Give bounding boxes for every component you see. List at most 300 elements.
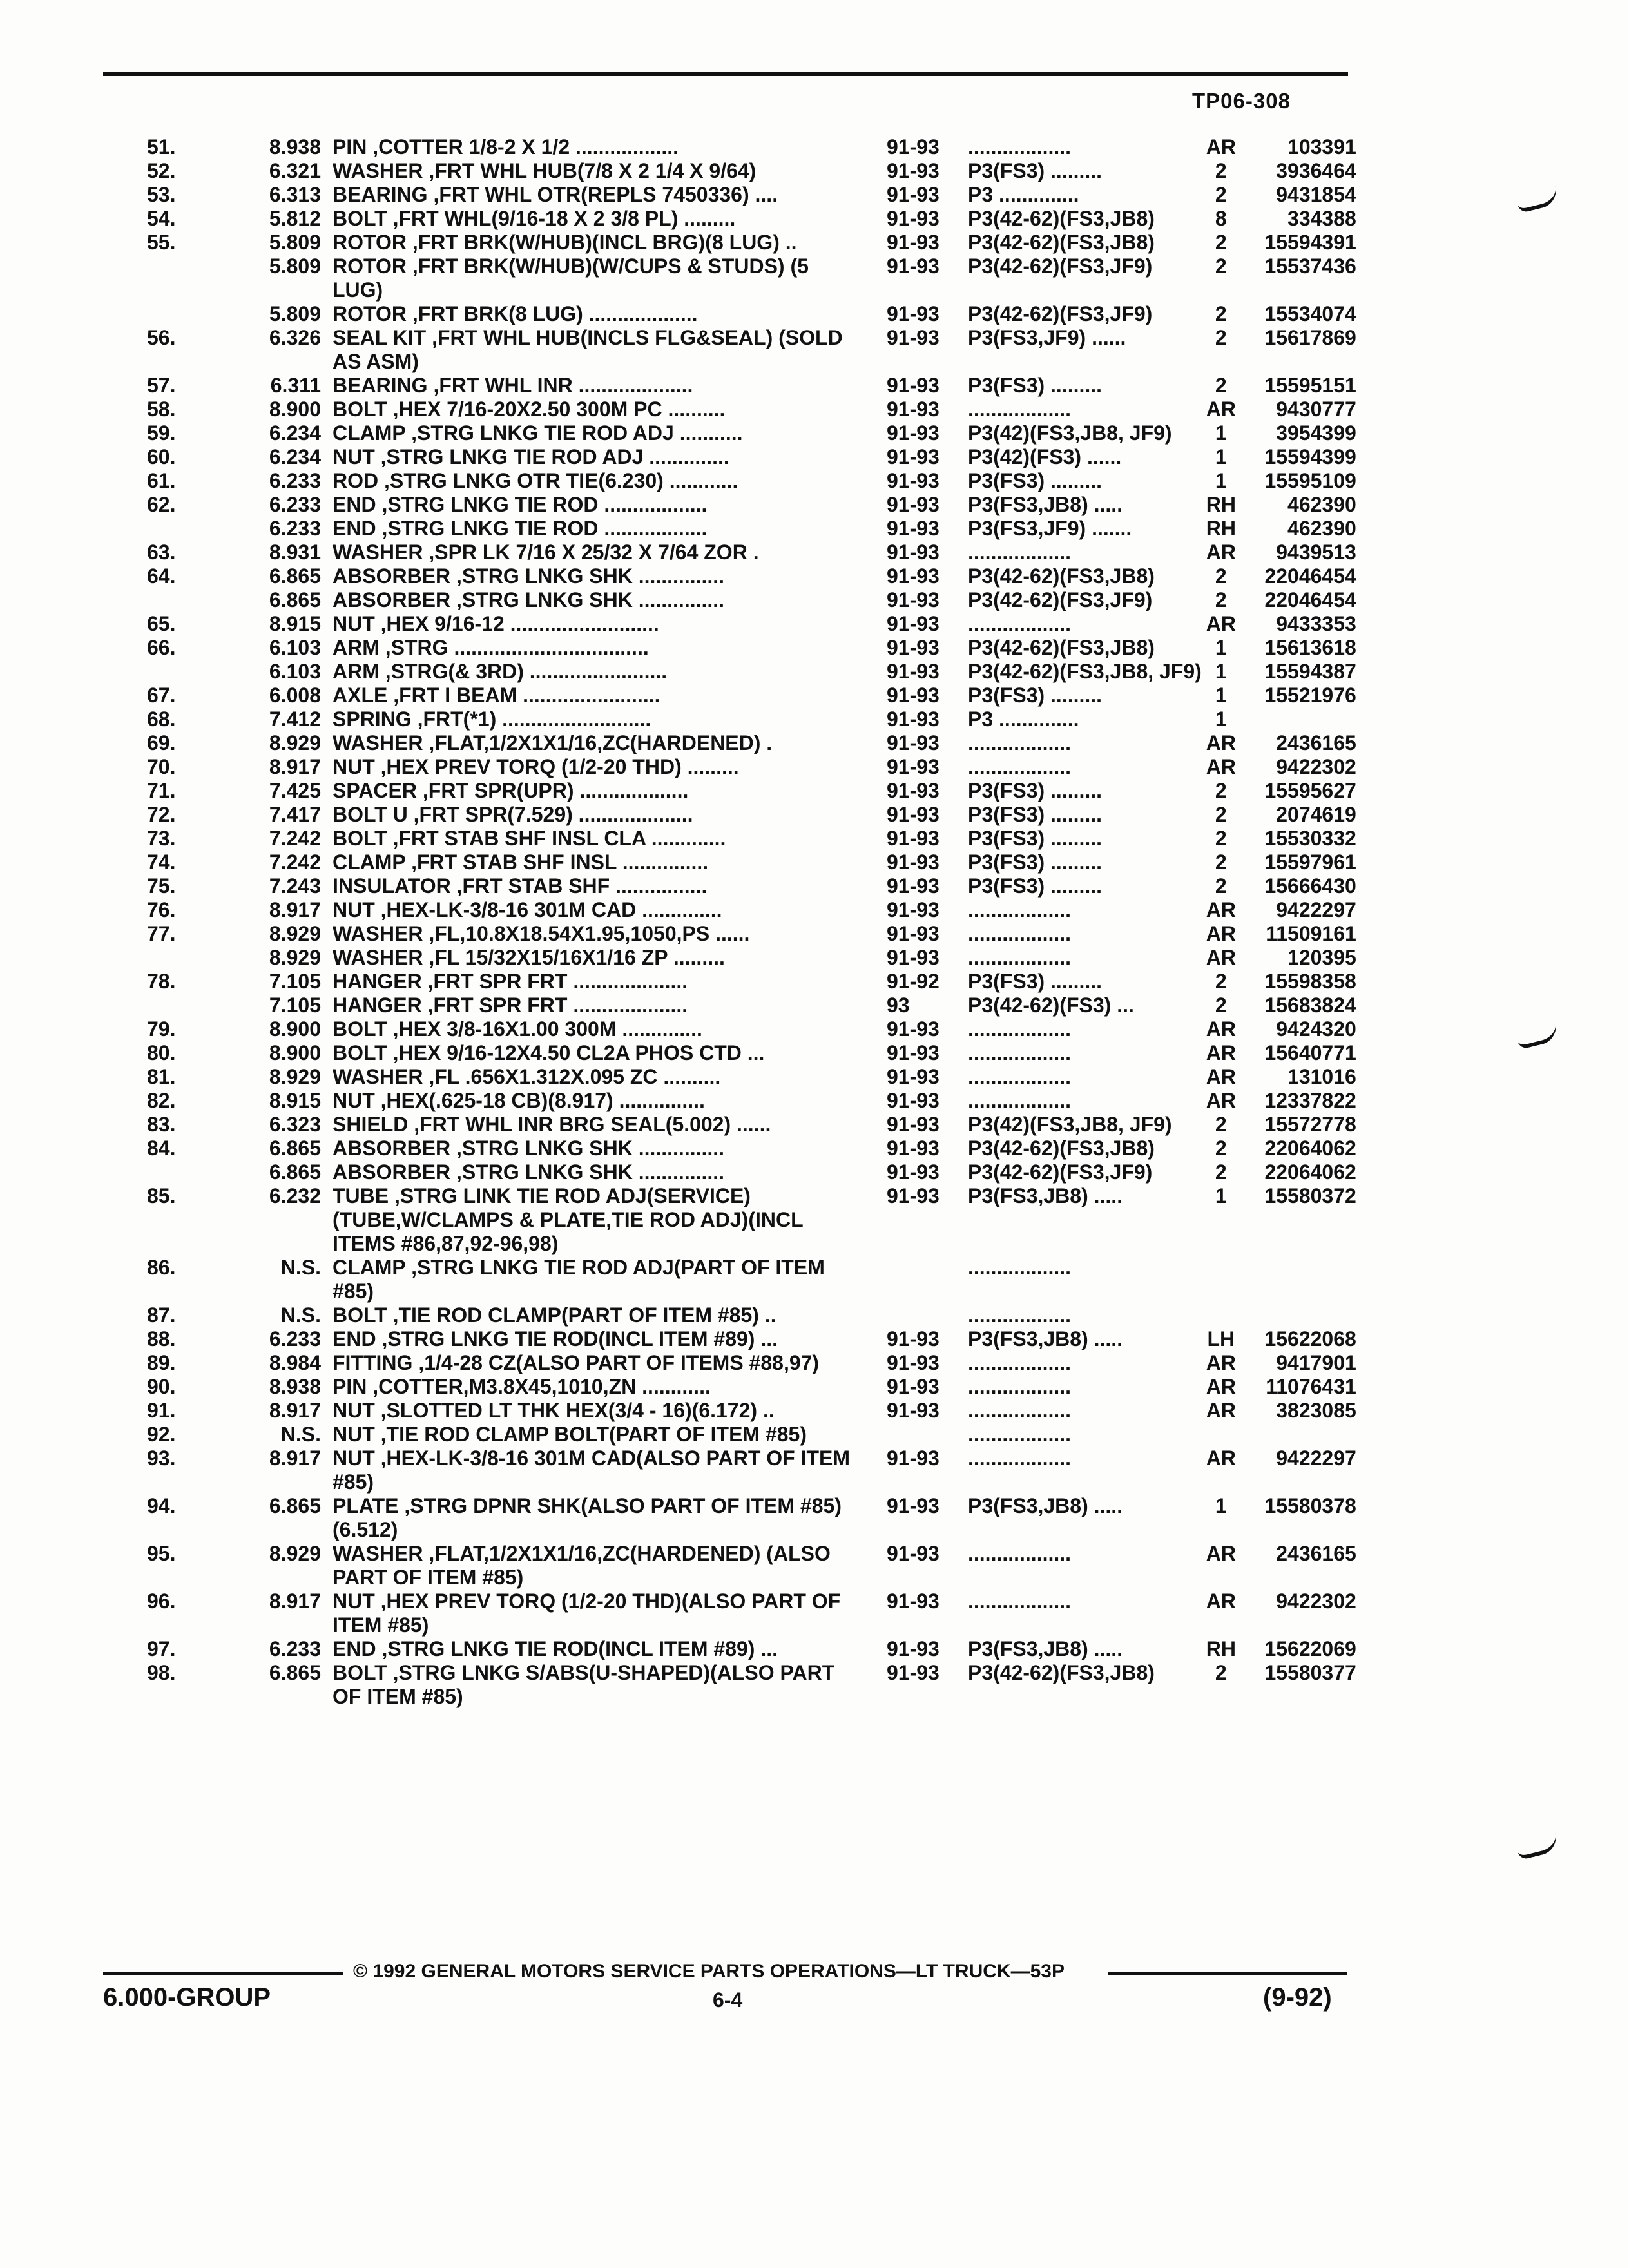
model-years: 91-93 [887,1041,940,1064]
item-number: 51. [147,135,176,159]
part-number-cell [1240,1303,1356,1327]
usage-note: P3(42)(FS3) ...... [968,445,1122,468]
part-description: END ,STRG LNKG TIE ROD(INCL ITEM #89) ... [333,1637,778,1660]
usage-note: P3(42-62)(FS3,JB8) [968,231,1155,254]
usage-note-cell [968,994,1202,1017]
part-number-cell [1240,850,1356,874]
group-code-cell [237,1423,333,1446]
group-code: 7.242 [269,850,321,874]
part-description-cell [333,850,887,874]
item-number: 77. [147,922,176,945]
table-row [147,1494,1356,1542]
group-code-cell [237,779,333,803]
document-id: TP06-308 [1192,89,1291,113]
part-number: 15580372 [1264,1184,1356,1207]
item-number: 84. [147,1137,176,1160]
part-number-cell [1240,517,1356,541]
part-number: 11509161 [1266,922,1356,945]
part-number: 9430777 [1276,398,1356,421]
group-code-cell [237,564,333,588]
table-row [147,827,1356,850]
group-code: 6.232 [269,1184,321,1207]
part-description: BEARING ,FRT WHL INR .................... [333,374,693,397]
table-row [147,1256,1356,1303]
part-number: 15595151 [1264,374,1356,397]
part-description: WASHER ,FL,10.8X18.54X1.95,1050,PS ...... [333,922,750,945]
group-code: 7.242 [269,827,321,850]
part-number-cell [1240,135,1356,159]
part-description-cell [333,1327,887,1351]
quantity-cell [1202,493,1240,517]
quantity-cell [1202,374,1240,398]
model-years: 91-93 [887,1184,940,1207]
table-row [147,1160,1356,1184]
usage-note-cell [968,922,1202,946]
item-number-cell [147,1065,237,1089]
group-code-cell [237,970,333,994]
model-years: 91-93 [887,898,940,921]
item-number-cell [147,898,237,922]
usage-note-cell [968,946,1202,970]
group-code-cell [237,731,333,755]
item-number: 96. [147,1590,176,1613]
item-number-cell [147,231,237,255]
model-years-cell [887,827,968,850]
part-number-cell [1240,469,1356,493]
part-number: 15683824 [1264,994,1356,1017]
group-code-cell [237,588,333,612]
item-number: 65. [147,612,176,635]
part-number-cell [1240,1089,1356,1113]
item-number-cell [147,946,237,970]
part-number: 15640771 [1264,1041,1356,1064]
model-years: 91-93 [887,922,940,945]
part-number-cell [1240,207,1356,231]
table-row [147,1184,1356,1256]
model-years-cell [887,1089,968,1113]
usage-note: P3(FS3) ......... [968,469,1103,492]
item-number: 90. [147,1375,176,1398]
part-number-cell [1240,374,1356,398]
item-number-cell [147,1375,237,1399]
item-number: 58. [147,398,176,421]
quantity: AR [1206,541,1236,564]
quantity: AR [1206,731,1236,754]
usage-note: P3(42-62)(FS3,JB8) [968,636,1155,659]
part-description-cell [333,1137,887,1160]
item-number: 92. [147,1423,176,1446]
item-number-cell [147,493,237,517]
item-number: 81. [147,1065,176,1088]
model-years-cell [887,636,968,660]
part-number-cell [1240,255,1356,302]
part-number-cell [1240,231,1356,255]
quantity: 2 [1215,779,1227,802]
quantity-cell [1202,1446,1240,1494]
usage-note-cell [968,493,1202,517]
part-number: 15594391 [1264,231,1356,254]
group-code: 8.929 [269,731,321,754]
item-number: 54. [147,207,176,230]
quantity-cell [1202,1160,1240,1184]
part-description-cell [333,684,887,707]
model-years-cell [887,922,968,946]
part-description-cell [333,421,887,445]
usage-note: .................. [968,922,1072,945]
item-number: 79. [147,1017,176,1041]
quantity: 2 [1215,326,1227,349]
item-number: 63. [147,541,176,564]
group-code-cell [237,135,333,159]
quantity: 1 [1215,1494,1227,1517]
part-number: 15595627 [1264,779,1356,802]
table-row [147,207,1356,231]
model-years-cell [887,1399,968,1423]
usage-note-cell [968,1542,1202,1590]
usage-note-cell [968,1590,1202,1637]
group-code: 8.929 [269,1065,321,1088]
group-code: 6.233 [269,1637,321,1660]
quantity: AR [1206,135,1236,159]
model-years-cell [887,445,968,469]
item-number-cell [147,541,237,564]
usage-note: P3(FS3,JB8) ..... [968,1184,1123,1207]
quantity-cell [1202,1375,1240,1399]
part-number-cell [1240,1065,1356,1089]
quantity-cell [1202,970,1240,994]
usage-note: P3(FS3) ......... [968,159,1103,182]
model-years: 91-93 [887,850,940,874]
part-description-cell [333,517,887,541]
usage-note-cell [968,1041,1202,1065]
item-number-cell [147,612,237,636]
item-number-cell [147,684,237,707]
usage-note: P3(FS3) ......... [968,779,1103,802]
part-description-cell [333,302,887,326]
model-years: 91-93 [887,326,940,349]
quantity-cell [1202,755,1240,779]
item-number: 70. [147,755,176,778]
quantity-cell [1202,779,1240,803]
quantity-cell [1202,421,1240,445]
part-description: FITTING ,1/4-28 CZ(ALSO PART OF ITEMS #88,97) [333,1351,820,1374]
part-description: SPACER ,FRT SPR(UPR) ................... [333,779,689,802]
item-number-cell [147,1327,237,1351]
model-years-cell [887,493,968,517]
item-number-cell [147,1256,237,1303]
item-number-cell [147,1160,237,1184]
part-description: ABSORBER ,STRG LNKG SHK ............... [333,588,725,611]
part-description: BOLT ,TIE ROD CLAMP(PART OF ITEM #85) .. [333,1303,776,1327]
item-number-cell [147,302,237,326]
group-code-cell [237,1637,333,1661]
usage-note-cell [968,135,1202,159]
part-number: 15521976 [1264,684,1356,707]
table-row [147,469,1356,493]
model-years: 91-93 [887,159,940,182]
item-number-cell [147,517,237,541]
group-code-cell [237,207,333,231]
part-number: 15617869 [1264,326,1356,349]
copyright-notice: © 1992 GENERAL MOTORS SERVICE PARTS OPERATIONS—LT TRUCK—53P [353,1961,1065,1982]
table-row [147,159,1356,183]
model-years-cell [887,1327,968,1351]
quantity: 2 [1215,970,1227,993]
model-years-cell [887,1446,968,1494]
model-years: 91-93 [887,302,940,325]
group-code-cell [237,707,333,731]
part-description: WASHER ,FL .656X1.312X.095 ZC .......... [333,1065,721,1088]
quantity: AR [1206,612,1236,635]
usage-note: .................. [968,1017,1072,1041]
item-number-cell [147,731,237,755]
group-code: 6.326 [269,326,321,349]
usage-note-cell [968,183,1202,207]
model-years-cell [887,1590,968,1637]
part-number: 334388 [1287,207,1356,230]
group-code: 7.425 [269,779,321,802]
table-row [147,135,1356,159]
item-number-cell [147,1637,237,1661]
model-years: 91-93 [887,1542,940,1565]
quantity: AR [1206,1017,1236,1041]
group-code-cell [237,1184,333,1256]
part-number-cell [1240,302,1356,326]
part-description: BOLT ,FRT STAB SHF INSL CLA ............. [333,827,726,850]
footer-rule-right [1108,1972,1347,1975]
part-description-cell [333,946,887,970]
item-number: 82. [147,1089,176,1112]
usage-note-cell [968,1184,1202,1256]
part-description: BOLT ,FRT WHL(9/16-18 X 2 3/8 PL) ......... [333,207,736,230]
part-number: 11076431 [1266,1375,1356,1398]
part-description: CLAMP ,STRG LNKG TIE ROD ADJ(PART OF ITEM #85) [333,1256,825,1303]
group-code: 6.865 [269,1494,321,1517]
model-years: 91-93 [887,1137,940,1160]
usage-note: .................. [968,541,1072,564]
part-description-cell [333,1113,887,1137]
item-number-cell [147,1041,237,1065]
usage-note: P3(42-62)(FS3,JF9) [968,255,1153,278]
table-row [147,564,1356,588]
item-number-cell [147,1351,237,1375]
part-number: 15622069 [1264,1637,1356,1660]
table-row [147,493,1356,517]
item-number-cell [147,922,237,946]
usage-note-cell [968,636,1202,660]
part-description: ABSORBER ,STRG LNKG SHK ............... [333,1137,725,1160]
usage-note: .................. [968,1065,1072,1088]
model-years-cell [887,755,968,779]
quantity: 2 [1215,1661,1227,1684]
usage-note: .................. [968,135,1072,159]
group-code: 8.917 [269,755,321,778]
model-years: 91-93 [887,517,940,540]
usage-note: .................. [968,1399,1072,1422]
model-years-cell [887,135,968,159]
quantity-cell [1202,1327,1240,1351]
group-code: 6.865 [269,564,321,588]
group-code-cell [237,1041,333,1065]
date-code: (9-92) [1263,1983,1332,2012]
group-code: 6.233 [269,517,321,540]
part-description: BOLT U ,FRT SPR(7.529) .................... [333,803,693,826]
quantity: 1 [1215,469,1227,492]
item-number-cell [147,421,237,445]
usage-note: .................. [968,1423,1072,1446]
quantity: 2 [1215,1137,1227,1160]
part-number: 9422297 [1276,1446,1356,1470]
item-number-cell [147,874,237,898]
item-number-cell [147,588,237,612]
part-description: BEARING ,FRT WHL OTR(REPLS 7450336) .... [333,183,778,206]
usage-note-cell [968,684,1202,707]
group-code: 8.900 [269,1017,321,1041]
item-number: 71. [147,779,176,802]
model-years: 91-93 [887,1661,940,1684]
group-code-cell [237,803,333,827]
part-description: AXLE ,FRT I BEAM ........................ [333,684,660,707]
item-number-cell [147,660,237,684]
part-number-cell [1240,707,1356,731]
table-row [147,183,1356,207]
part-number: 9431854 [1276,183,1356,206]
usage-note: P3(42-62)(FS3,JB8) [968,1661,1155,1684]
part-number: 462390 [1287,517,1356,540]
part-description-cell [333,1399,887,1423]
quantity-cell [1202,1256,1240,1303]
table-row [147,946,1356,970]
group-code: 5.809 [269,255,321,278]
item-number-cell [147,707,237,731]
part-number: 22046454 [1264,564,1356,588]
part-description-cell [333,398,887,421]
quantity-cell [1202,898,1240,922]
part-number: 22064062 [1264,1137,1356,1160]
item-number: 62. [147,493,176,516]
part-description-cell [333,1351,887,1375]
model-years: 91-93 [887,207,940,230]
part-number-cell [1240,183,1356,207]
item-number: 91. [147,1399,176,1422]
quantity-cell [1202,183,1240,207]
item-number-cell [147,469,237,493]
quantity-cell [1202,231,1240,255]
part-description: PIN ,COTTER 1/8-2 X 1/2 .................. [333,135,679,159]
table-row [147,1399,1356,1423]
model-years: 91-93 [887,660,940,683]
model-years-cell [887,1113,968,1137]
part-description-cell [333,731,887,755]
usage-note: .................. [968,1256,1072,1279]
group-code-cell [237,326,333,374]
table-row [147,1446,1356,1494]
quantity-cell [1202,1041,1240,1065]
group-code: 6.234 [269,421,321,445]
part-description-cell [333,469,887,493]
part-number-cell [1240,445,1356,469]
group-code-cell [237,898,333,922]
item-number-cell [147,1089,237,1113]
quantity-cell [1202,159,1240,183]
usage-note-cell [968,1065,1202,1089]
part-description: ARM ,STRG(& 3RD) ........................ [333,660,668,683]
model-years: 91-93 [887,1089,940,1112]
usage-note: .................. [968,1542,1072,1565]
usage-note: P3(FS3,JB8) ..... [968,493,1123,516]
usage-note: P3(42-62)(FS3,JF9) [968,588,1153,611]
quantity-cell [1202,469,1240,493]
part-number: 103391 [1287,135,1356,159]
item-number: 72. [147,803,176,826]
quantity: 2 [1215,850,1227,874]
item-number-cell [147,1446,237,1494]
part-number-cell [1240,1661,1356,1709]
usage-note-cell [968,1494,1202,1542]
quantity: 2 [1215,588,1227,611]
part-description: WASHER ,FRT WHL HUB(7/8 X 2 1/4 X 9/64) [333,159,757,182]
part-number: 15622068 [1264,1327,1356,1350]
usage-note: P3(42-62)(FS3,JB8) [968,564,1155,588]
group-code-cell [237,946,333,970]
group-code: 6.865 [269,1661,321,1684]
item-number-cell [147,159,237,183]
part-description-cell [333,755,887,779]
usage-note-cell [968,374,1202,398]
quantity: AR [1206,1375,1236,1398]
item-number-cell [147,207,237,231]
part-number-cell [1240,922,1356,946]
item-number-cell [147,374,237,398]
usage-note: .................. [968,1351,1072,1374]
quantity: AR [1206,1399,1236,1422]
usage-note: P3(42)(FS3,JB8, JF9) [968,1113,1172,1136]
item-number: 93. [147,1446,176,1470]
model-years-cell [887,1637,968,1661]
model-years-cell [887,1375,968,1399]
part-number: 2436165 [1276,731,1356,754]
usage-note: .................. [968,1041,1072,1064]
part-description: NUT ,TIE ROD CLAMP BOLT(PART OF ITEM #85) [333,1423,807,1446]
item-number-cell [147,1423,237,1446]
group-code: 8.931 [269,541,321,564]
quantity-cell [1202,135,1240,159]
group-code-cell [237,1590,333,1637]
quantity: AR [1206,1065,1236,1088]
item-number: 53. [147,183,176,206]
quantity-cell [1202,827,1240,850]
item-number: 86. [147,1256,176,1279]
usage-note-cell [968,612,1202,636]
part-number-cell [1240,1399,1356,1423]
model-years-cell [887,1303,968,1327]
part-description: PIN ,COTTER,M3.8X45,1010,ZN ............ [333,1375,711,1398]
quantity: 2 [1215,374,1227,397]
usage-note-cell [968,302,1202,326]
table-row [147,755,1356,779]
usage-note-cell [968,1017,1202,1041]
usage-note: P3(42-62)(FS3) ... [968,994,1134,1017]
quantity: 2 [1215,827,1227,850]
group-code-cell [237,421,333,445]
table-row [147,541,1356,564]
model-years-cell [887,1041,968,1065]
usage-note: P3(FS3,JB8) ..... [968,1637,1123,1660]
usage-note-cell [968,398,1202,421]
quantity-cell [1202,1423,1240,1446]
group-code-cell [237,398,333,421]
quantity-cell [1202,255,1240,302]
